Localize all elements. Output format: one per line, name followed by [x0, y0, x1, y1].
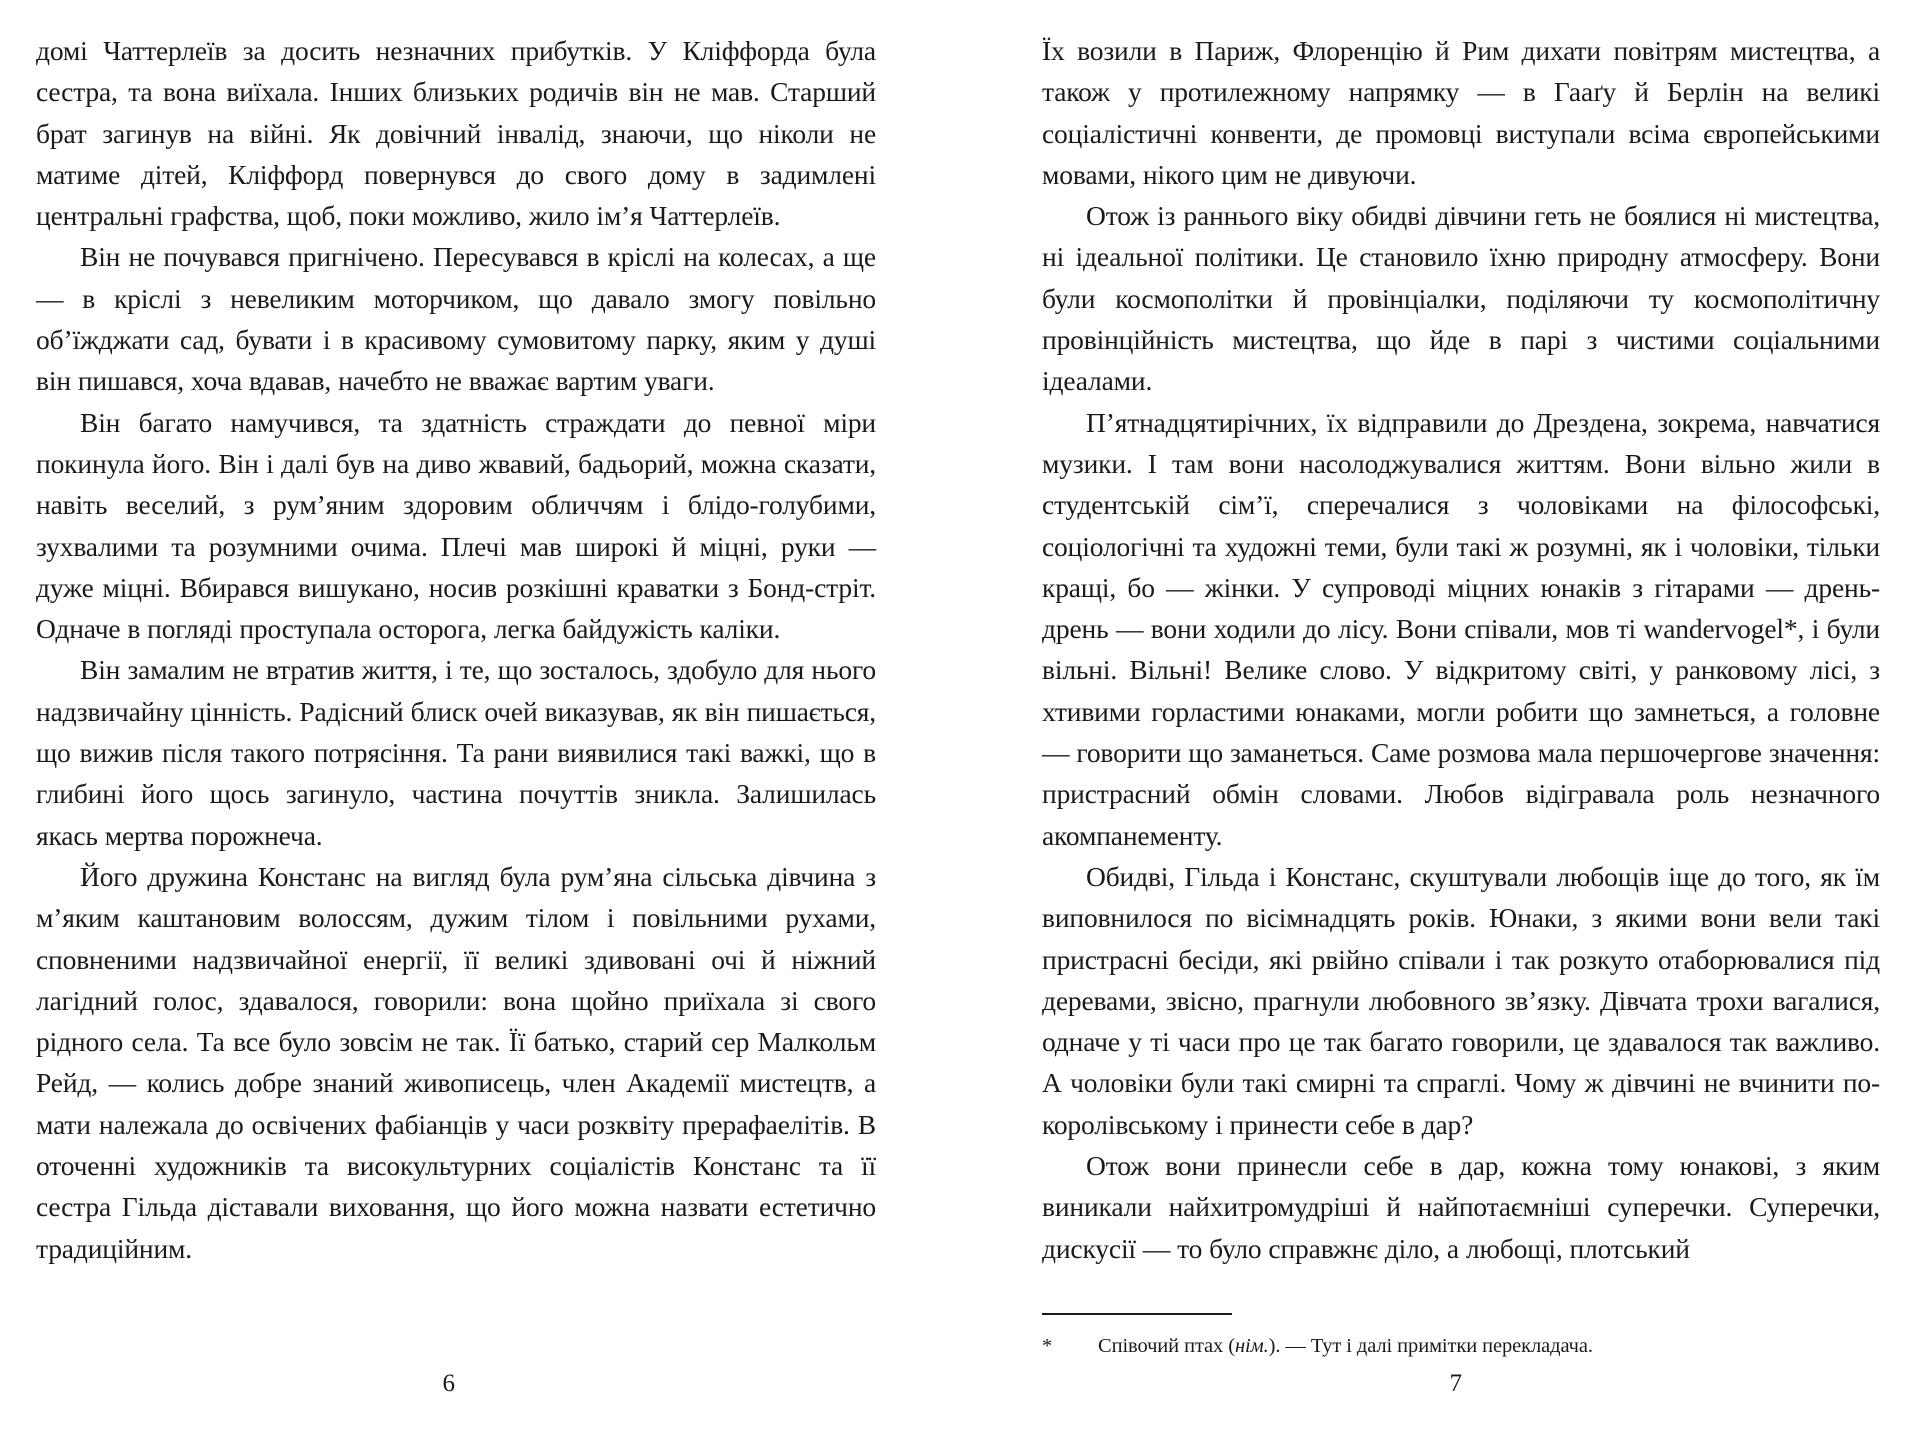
paragraph: Він замалим не втратив життя, і те, що зосталось, здобуло для нього надзвичайну цінність. Радісний блиск очей виказував, як він пишається, що вижив після такого потрясіння. Та рани виявилися такі важкі, що в глибині його щось загинуло, частина почуттів зникла. Залишилась якась мертва порожнеча.: [36, 654, 876, 851]
footnote-text: [1098, 1332, 1880, 1360]
paragraph: Обидві, Гільда і Констанс, скуштували любощів іще до того, як їм виповнилося по вісімнадцять років. Юнаки, з якими вони вели такі пристрасні бесіди, які рвійно співали і так розкуто отаборювалися під деревами, звісно, прагнули любовного зв’язку. Дівчата трохи вагалися, одначе у ті часи про це так багато говорили, це здавалося так важливо. А чоловіки були такі смирні та спраглі. Чому ж дівчині не вчинити по-королівському і принести себе в дар?: [1042, 860, 1880, 1140]
footnote-zone: [1042, 1313, 1880, 1360]
left-footnote-placeholder: [36, 1269, 876, 1370]
paragraph: Він не почувався пригнічено. Пересувався в кріслі на колесах, а ще — в кріслі з невеликим моторчиком, що давало змогу повільно об’їжджати сад, бувати і в красивому сумовитому парку, яким у душі він пишався, хоча вдавав, начебто не вважає вартим уваги.: [36, 241, 876, 397]
paragraph: Отож із раннього віку обидві дівчини геть не боялися ні мистецтва, ні ідеальної політики. Це становило їхню природну атмосферу. Вони були космополітки й провінціалки, поділяючи ту космополітичну провінційність мистецтва, що йде в парі з чистими соціальними ідеалами.: [1042, 200, 1880, 397]
page-right: [960, 0, 1920, 1454]
footnote-text-before: Співочий птах (: [1098, 1335, 1235, 1357]
paragraph: Отож вони принесли себе в дар, кожна тому юнакові, з яким виникали найхитромудріші й найпотаємніші суперечки. Суперечки, дискусії — то було справжнє діло, а любощі, плотський: [1042, 1150, 1880, 1264]
page-number-left: 6: [442, 1370, 456, 1397]
right-page-spacer: [1042, 1269, 1880, 1313]
footnote-text-after: ). — Тут і далі примітки перекладача.: [1268, 1335, 1593, 1357]
footnote-language-abbrev: нім.: [1234, 1335, 1269, 1357]
paragraph: Їх возили в Париж, Флоренцію й Рим дихати повітрям мистецтва, а також у протилежному напрямку — в Гааґу й Берлін на великі соціалістичні конвенти, де промовці виступали всіма європейськими мовами, нікого цим не дивуючи.: [1042, 35, 1880, 190]
paragraph: Його дружина Констанс на вигляд була рум’яна сільська дівчина з м’яким каштановим волоссям, дужим тілом і повільними рухами, сповненими надзвичайної енергії, її великі здивовані очі й ніжний лагідний голос, здавалося, говорили: вона щойно приїхала зі свого рідного села. Та все було зовсім не так. Її батько, старий сер Малкольм Рейд, — колись добре знаний живописець, член Академії мистецтв, а мати належала до освічених фабіанців у часи розквіту прерафаелітів. В оточенні художників та високультурних соціалістів Констанс та її сестра Гільда діставали виховання, що його можна назвати естетично традиційним.: [36, 860, 876, 1264]
right-page-body: [1042, 30, 1880, 1269]
left-page-body: [36, 30, 876, 1269]
footnote-separator-rule: [1042, 1313, 1232, 1315]
page-number-right: 7: [1449, 1370, 1463, 1397]
footnote: [1042, 1332, 1880, 1360]
paragraph: домі Чаттерлеїв за досить незначних прибутків. У Кліффорда була сестра, та вона виїхала. Інших близьких родичів він не мав. Старший брат загинув на війні. Як довічний інвалід, знаючи, що ніколи не матиме дітей, Кліффорд повернувся до свого дому в задимлені центральні графства, щоб, поки можливо, жило ім’я Чаттерлеїв.: [36, 35, 876, 232]
footnote-marker: *: [1042, 1335, 1053, 1357]
paragraph: П’ятнадцятирічних, їх відправили до Дрездена, зокрема, навчатися музики. І там вони насолоджувалися життям. Вони вільно жили в студентській сім’ї, сперечалися з чоловіками на філософські, соціологічні та художні теми, були такі ж розумні, як і чоловіки, тільки кращі, бо — жінки. У супроводі міцних юнаків з гітарами — дрень-дрень — вони ходили до лісу. Вони співали, мов ті wandervogel*, і були вільні. Вільні! Велике слово. У відкритому світі, у ранковому лісі, з хтивими горластими юнаками, могли робити що замнеться, а головне — говорити що заманеться. Саме розмова мала першочергове значення: пристрасний обмін словами. Любов відігравала роль незначного акомпанементу.: [1042, 406, 1880, 851]
paragraph: Він багато намучився, та здатність страждати до певної міри покинула його. Він і далі був на диво жвавий, бадьорий, можна сказати, навіть веселий, з рум’яним здоровим обличчям і блідо-голубими, зухвалими та розумними очима. Плечі мав широкі й міцні, руки — дуже міцні. Вбирався вишукано, носив розкішні краватки з Бонд-стріт. Одначе в погляді проступала осторога, легка байдужість каліки.: [36, 406, 876, 645]
